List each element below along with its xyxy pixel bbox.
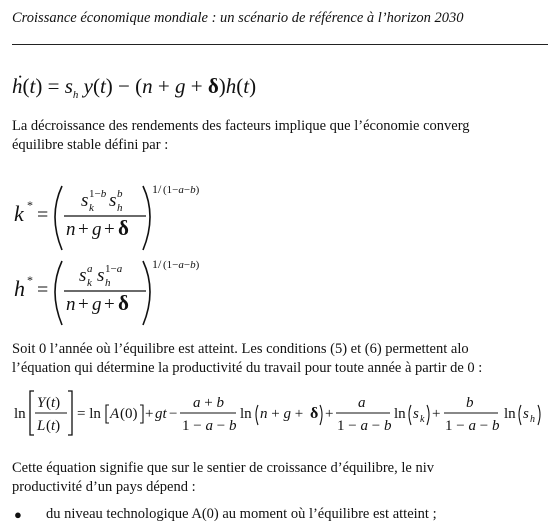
paragraph-3-line-1: Cette équation signifie que sur le sentier de croissance d’équilibre, le niv — [12, 460, 434, 476]
svg-text:k: k — [14, 201, 24, 226]
svg-text:h: h — [105, 277, 111, 289]
svg-text:n + g +: n + g + — [260, 406, 304, 422]
svg-text:δ: δ — [118, 291, 129, 315]
svg-text:1/: 1/ — [152, 182, 162, 196]
svg-text:δ: δ — [118, 216, 129, 240]
svg-text:n: n — [66, 294, 76, 315]
equation-h-star — [0, 253, 548, 333]
svg-text:gt: gt — [155, 406, 167, 422]
svg-text:k: k — [420, 414, 425, 425]
svg-text:*: * — [27, 273, 33, 287]
svg-text:s: s — [109, 190, 117, 211]
svg-text:s: s — [81, 190, 89, 211]
svg-text:1 − a − b: 1 − a − b — [445, 418, 500, 434]
paragraph-3-line-2: productivité d’un pays dépend : — [12, 479, 196, 495]
svg-text:+: + — [325, 406, 334, 422]
svg-text:h: h — [530, 414, 535, 425]
svg-text:ln: ln — [14, 406, 26, 422]
svg-text:k: k — [89, 202, 94, 214]
svg-text:+: + — [432, 406, 441, 422]
svg-text:= ln: = ln — [77, 406, 101, 422]
svg-text:h: h — [14, 276, 25, 301]
svg-text:+: + — [145, 406, 154, 422]
svg-text:+: + — [104, 219, 115, 240]
svg-text:(1−a−b): (1−a−b) — [163, 259, 200, 271]
svg-text:g: g — [92, 219, 102, 240]
paragraph-2-line-2: l’équation qui détermine la productivité du travail pour toute année à partir de 0 : — [12, 360, 483, 376]
bullet-dot-icon: ● — [14, 507, 22, 522]
svg-text:Y: Y — [37, 395, 46, 411]
svg-text:1−b: 1−b — [89, 188, 107, 200]
svg-text:(t): (t) — [46, 395, 61, 411]
svg-text:=: = — [37, 279, 49, 301]
svg-text:(1−a−b): (1−a−b) — [163, 184, 200, 196]
page-header-title: Croissance économique mondiale : un scénario de référence à l’horizon 2030 — [12, 10, 464, 26]
svg-text:ln: ln — [394, 406, 406, 422]
equation-k-star — [0, 178, 548, 258]
paragraph-2-line-1: Soit 0 l’année où l’équilibre est atteint. Les conditions (5) et (6) permettent alo — [12, 341, 469, 357]
svg-text:a + b: a + b — [193, 395, 224, 411]
equation-ln-productivity — [0, 383, 548, 443]
svg-text:(0): (0) — [120, 406, 138, 422]
svg-text:1−a: 1−a — [105, 263, 123, 275]
svg-text:L: L — [37, 418, 46, 434]
svg-text:ln: ln — [240, 406, 252, 422]
svg-text:s: s — [79, 265, 87, 286]
svg-text:+: + — [78, 294, 89, 315]
svg-text:1/: 1/ — [152, 257, 162, 271]
svg-text:a: a — [87, 263, 93, 275]
svg-text:A: A — [110, 406, 120, 422]
svg-text:1 − a − b: 1 − a − b — [337, 418, 392, 434]
paragraph-1-line-1: La décroissance des rendements des facteurs implique que l’économie converg — [12, 118, 470, 134]
svg-text:=: = — [37, 204, 49, 226]
paragraph-1-line-2: équilibre stable défini par : — [12, 137, 169, 153]
svg-text:s: s — [413, 406, 419, 422]
svg-text:g: g — [92, 294, 102, 315]
svg-text:ln: ln — [504, 406, 516, 422]
svg-text:s: s — [523, 406, 529, 422]
svg-text:−: − — [169, 406, 178, 422]
svg-text:+: + — [104, 294, 115, 315]
svg-text:δ: δ — [310, 405, 319, 422]
svg-text:a: a — [358, 395, 366, 411]
svg-text:b: b — [466, 395, 474, 411]
svg-text:s: s — [97, 265, 105, 286]
svg-text:+: + — [78, 219, 89, 240]
svg-text:1 − a − b: 1 − a − b — [182, 418, 237, 434]
svg-text:n: n — [66, 219, 76, 240]
svg-text:k: k — [87, 277, 92, 289]
equation-h-dot: ḣ(t) = $s_h$ y(t) − (n + g + δ)h(t) — [12, 74, 257, 102]
bullet-item-1: du niveau technologique A(0) au moment où l’équilibre est atteint ; — [46, 506, 437, 522]
header-rule — [12, 44, 548, 45]
svg-text:h: h — [117, 202, 123, 214]
svg-text:(t): (t) — [46, 418, 61, 434]
svg-text:*: * — [27, 198, 33, 212]
svg-text:b: b — [117, 188, 123, 200]
